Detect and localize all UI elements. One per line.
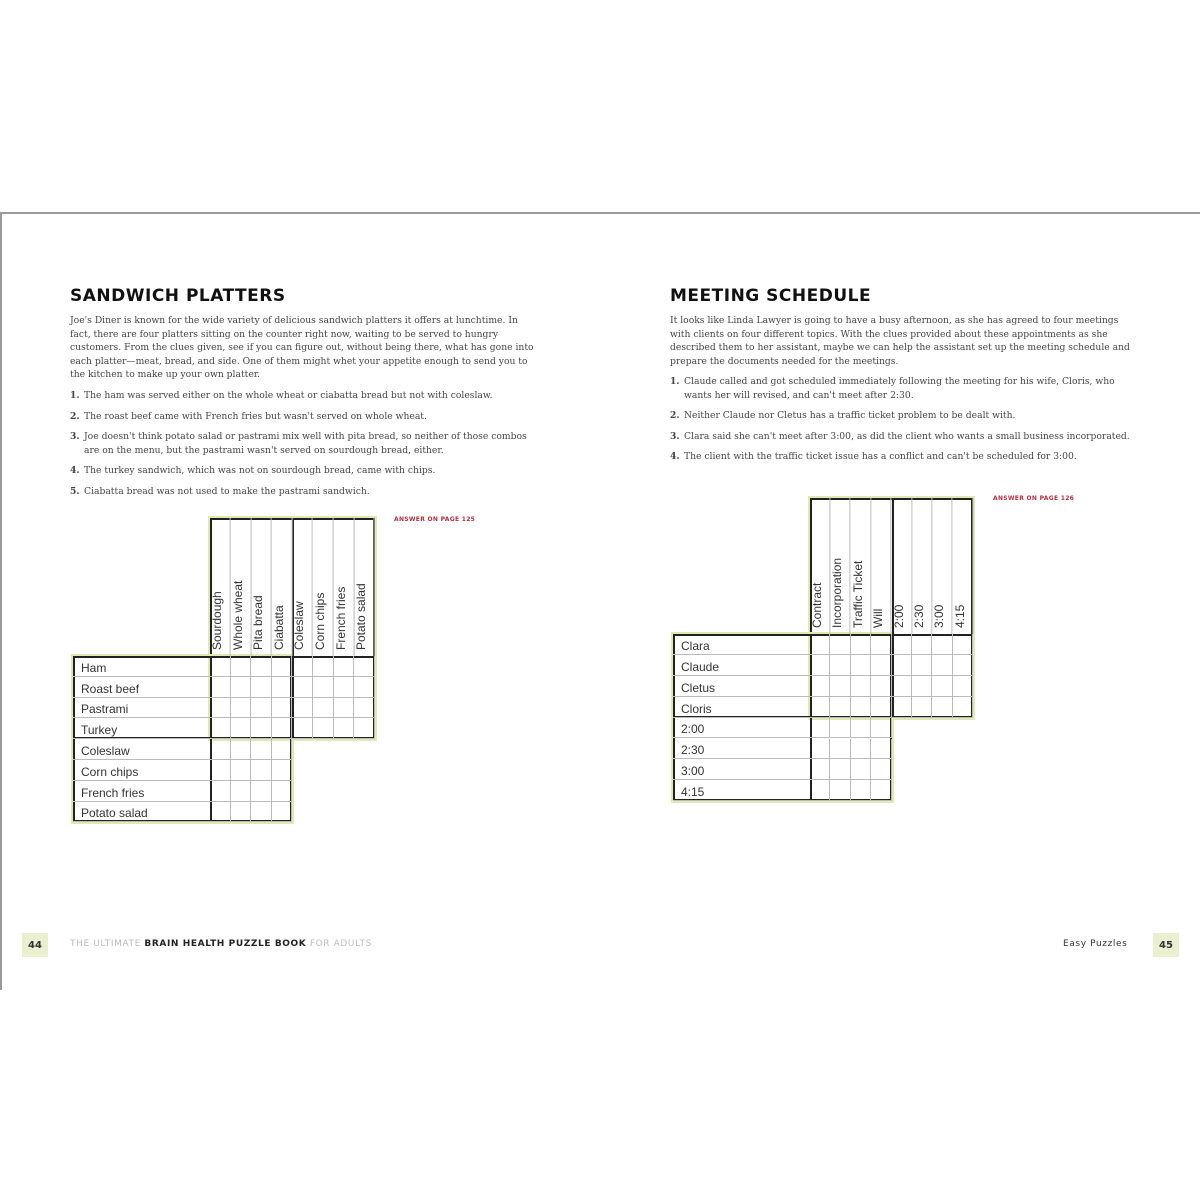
grid-cell[interactable] <box>272 656 293 677</box>
grid-cell[interactable] <box>272 677 293 698</box>
grid-column-header: 2:30 <box>912 498 932 634</box>
grid-cell[interactable] <box>251 698 272 719</box>
grid-cell[interactable] <box>851 739 871 760</box>
answer-note: ANSWER ON PAGE 126 <box>993 495 1075 502</box>
grid-cell[interactable] <box>810 655 830 676</box>
clue-number: 2. <box>670 410 680 422</box>
clue-text: Ciabatta bread was not used to make the pastrami sandwich. <box>84 485 370 497</box>
grid-cell[interactable] <box>892 676 912 697</box>
grid-column-header: French fries <box>334 518 355 656</box>
clue-number: 4. <box>670 451 680 463</box>
grid-column-header: Ciabatta <box>272 518 293 656</box>
clue-text: The client with the traffic ticket issue has a conflict and can't be scheduled for 3:00. <box>684 451 1077 463</box>
grid-cell[interactable] <box>871 739 891 760</box>
grid-cell[interactable] <box>251 802 272 823</box>
grid-row-label: Ham <box>73 656 210 677</box>
grid-column-header: 3:00 <box>932 498 952 634</box>
grid-cell[interactable] <box>932 676 952 697</box>
clue-number: 4. <box>70 465 80 477</box>
grid-cell[interactable] <box>251 781 272 802</box>
grid-cell[interactable] <box>231 760 252 781</box>
clue-text: The roast beef came with French fries but wasn't served on whole wheat. <box>84 410 427 422</box>
grid-cell[interactable] <box>830 759 850 780</box>
grid-cell[interactable] <box>231 656 252 677</box>
grid-cell[interactable] <box>871 676 891 697</box>
answer-note: ANSWER ON PAGE 125 <box>394 516 476 523</box>
clue-number: 3. <box>670 430 680 442</box>
grid-cell[interactable] <box>251 677 272 698</box>
grid-cell[interactable] <box>354 698 375 719</box>
grid-cell[interactable] <box>851 676 871 697</box>
grid-column-header: Traffic Ticket <box>851 498 871 634</box>
grid-cell[interactable] <box>354 677 375 698</box>
clue-item <box>670 409 1130 423</box>
page-title: MEETING SCHEDULE <box>670 286 872 306</box>
grid-cell[interactable] <box>210 698 231 719</box>
grid-column-header: Incorporation <box>830 498 850 634</box>
grid-cell[interactable] <box>210 802 231 823</box>
grid-cell[interactable] <box>830 780 850 801</box>
grid-cell[interactable] <box>292 677 313 698</box>
clue-text: The turkey sandwich, which was not on sourdough bread, came with chips. <box>84 465 436 477</box>
grid-column-header: Potato salad <box>354 518 375 656</box>
grid-cell[interactable] <box>851 759 871 780</box>
grid-cell[interactable] <box>810 634 830 655</box>
grid-column-header: Whole wheat <box>231 518 252 656</box>
grid-cell[interactable] <box>272 698 293 719</box>
grid-cell[interactable] <box>953 697 973 718</box>
clue-list <box>670 375 1130 471</box>
grid-cell[interactable] <box>334 677 355 698</box>
clue-item <box>670 450 1130 464</box>
book-footer <box>70 939 372 949</box>
grid-cell[interactable] <box>871 697 891 718</box>
grid-row-label: Turkey <box>73 718 210 739</box>
grid-cell[interactable] <box>851 780 871 801</box>
clue-item <box>670 430 1130 444</box>
grid-cell[interactable] <box>851 697 871 718</box>
grid-cell[interactable] <box>313 656 334 677</box>
grid-cell[interactable] <box>830 697 850 718</box>
grid-cell[interactable] <box>932 634 952 655</box>
grid-cell[interactable] <box>210 760 231 781</box>
grid-cell[interactable] <box>912 697 932 718</box>
grid-cell[interactable] <box>830 718 850 739</box>
grid-cell[interactable] <box>210 781 231 802</box>
grid-cell[interactable] <box>272 802 293 823</box>
grid-cell[interactable] <box>272 718 293 739</box>
grid-cell[interactable] <box>810 676 830 697</box>
intro-text: Joe's Diner is known for the wide variety of delicious sandwich platters it offers at lunchtime. In fact, there are four platters sitting on the counter right now, waiting to be served to hungry customers. From the clues given, see if you can figure out, without being there, what has gone into each platter—meat, bread, and side. One of them might whet your appetite enough to send you to the kitchen to make up your own platter. <box>70 315 534 381</box>
grid-cell[interactable] <box>210 677 231 698</box>
grid-cell[interactable] <box>354 656 375 677</box>
grid-cell[interactable] <box>912 676 932 697</box>
grid-cell[interactable] <box>231 698 252 719</box>
grid-column-header: 2:00 <box>892 498 912 634</box>
grid-cell[interactable] <box>851 634 871 655</box>
grid-cell[interactable] <box>313 677 334 698</box>
footer-bold: BRAIN HEALTH PUZZLE BOOK <box>144 939 307 949</box>
grid-cell[interactable] <box>251 718 272 739</box>
grid-cell[interactable] <box>292 698 313 719</box>
grid-cell[interactable] <box>830 655 850 676</box>
clue-number: 1. <box>670 376 680 387</box>
grid-row-label: 2:00 <box>673 718 810 739</box>
grid-cell[interactable] <box>272 781 293 802</box>
grid-cell[interactable] <box>810 780 830 801</box>
grid-row-label: Clara <box>673 634 810 655</box>
grid-row-label: Coleslaw <box>73 739 210 760</box>
grid-cell[interactable] <box>334 698 355 719</box>
grid-cell[interactable] <box>830 634 850 655</box>
clue-item <box>70 430 530 457</box>
grid-column-header: Coleslaw <box>292 518 313 656</box>
clue-text: Clara said she can't meet after 3:00, as did the client who wants a small business incorporated. <box>684 430 1130 442</box>
grid-cell[interactable] <box>830 676 850 697</box>
grid-cell[interactable] <box>251 760 272 781</box>
grid-cell[interactable] <box>830 739 850 760</box>
clue-text: Joe doesn't think potato salad or pastrami mix well with pita bread, so neither of those combos are on the menu, but the pastrami wasn't served on sourdough bread, either. <box>84 431 527 456</box>
grid-column-header: Will <box>871 498 891 634</box>
grid-cell[interactable] <box>892 634 912 655</box>
grid-column-header: Corn chips <box>313 518 334 656</box>
grid-cell[interactable] <box>251 739 272 760</box>
grid-cell[interactable] <box>272 760 293 781</box>
grid-cell[interactable] <box>231 781 252 802</box>
grid-row-label: Cletus <box>673 676 810 697</box>
grid-cell[interactable] <box>231 677 252 698</box>
grid-cell[interactable] <box>210 656 231 677</box>
grid-cell[interactable] <box>932 655 952 676</box>
grid-cell[interactable] <box>953 655 973 676</box>
grid-row-label: Potato salad <box>73 802 210 823</box>
page-number: 44 <box>22 933 48 957</box>
grid-cell[interactable] <box>231 739 252 760</box>
grid-cell[interactable] <box>851 655 871 676</box>
footer-post: FOR ADULTS <box>306 939 372 949</box>
clue-number: 1. <box>70 390 80 401</box>
grid-cell[interactable] <box>871 655 891 676</box>
clue-item <box>70 464 530 478</box>
grid-cell[interactable] <box>851 718 871 739</box>
grid-row-label: 3:00 <box>673 759 810 780</box>
grid-column-header: 4:15 <box>953 498 973 634</box>
grid-cell[interactable] <box>354 718 375 739</box>
grid-row-label: Roast beef <box>73 677 210 698</box>
grid-cell[interactable] <box>932 697 952 718</box>
grid-row-label: 4:15 <box>673 780 810 801</box>
grid-cell[interactable] <box>810 759 830 780</box>
clue-list <box>70 389 530 506</box>
grid-cell[interactable] <box>810 718 830 739</box>
grid-cell[interactable] <box>871 759 891 780</box>
grid-row-label: Cloris <box>673 697 810 718</box>
grid-row-label: French fries <box>73 781 210 802</box>
grid-cell[interactable] <box>313 718 334 739</box>
footer-pre: THE ULTIMATE <box>70 939 145 949</box>
grid-row-label: Claude <box>673 655 810 676</box>
grid-cell[interactable] <box>810 697 830 718</box>
grid-cell[interactable] <box>292 656 313 677</box>
grid-cell[interactable] <box>231 802 252 823</box>
page-number: 45 <box>1153 933 1179 957</box>
clue-item <box>70 389 530 403</box>
grid-row-label: Corn chips <box>73 760 210 781</box>
grid-column-header: Sourdough <box>210 518 231 656</box>
grid-cell[interactable] <box>912 655 932 676</box>
grid-column-header: Contract <box>810 498 830 634</box>
clue-number: 3. <box>70 431 80 443</box>
grid-cell[interactable] <box>313 698 334 719</box>
clue-number: 5. <box>70 485 80 497</box>
grid-cell[interactable] <box>810 739 830 760</box>
grid-row-label: Pastrami <box>73 698 210 719</box>
grid-cell[interactable] <box>892 697 912 718</box>
grid-cell[interactable] <box>292 718 313 739</box>
clue-item <box>70 410 530 424</box>
page-title: SANDWICH PLATTERS <box>70 286 286 306</box>
grid-cell[interactable] <box>334 656 355 677</box>
grid-cell[interactable] <box>334 718 355 739</box>
grid-cell[interactable] <box>231 718 252 739</box>
intro-text: It looks like Linda Lawyer is going to have a busy afternoon, as she has agreed to four meetings with clients on four different topics. With the clues provided about these appointments as she described them to her assistant, maybe we can help the assistant set up the meeting schedule and prepare the documents needed for the meetings. <box>670 315 1130 367</box>
grid-cell[interactable] <box>912 634 932 655</box>
grid-cell[interactable] <box>210 739 231 760</box>
grid-row-label: 2:30 <box>673 739 810 760</box>
clue-number: 2. <box>70 410 80 422</box>
clue-item <box>70 485 530 499</box>
grid-cell[interactable] <box>210 718 231 739</box>
clue-text: The ham was served either on the whole wheat or ciabatta bread but not with coleslaw. <box>84 390 493 401</box>
grid-cell[interactable] <box>953 634 973 655</box>
clue-text: Claude called and got scheduled immediately following the meeting for his wife, Cloris, who wants her will revised, and can't meet after 2:30. <box>684 376 1115 401</box>
grid-column-header: Pita bread <box>251 518 272 656</box>
grid-cell[interactable] <box>272 739 293 760</box>
grid-cell[interactable] <box>251 656 272 677</box>
section-label: Easy Puzzles <box>1063 939 1128 949</box>
clue-item <box>670 375 1130 402</box>
grid-cell[interactable] <box>871 634 891 655</box>
grid-cell[interactable] <box>871 718 891 739</box>
grid-cell[interactable] <box>892 655 912 676</box>
grid-cell[interactable] <box>871 780 891 801</box>
clue-text: Neither Claude nor Cletus has a traffic ticket problem to be dealt with. <box>684 410 1016 422</box>
grid-cell[interactable] <box>953 676 973 697</box>
